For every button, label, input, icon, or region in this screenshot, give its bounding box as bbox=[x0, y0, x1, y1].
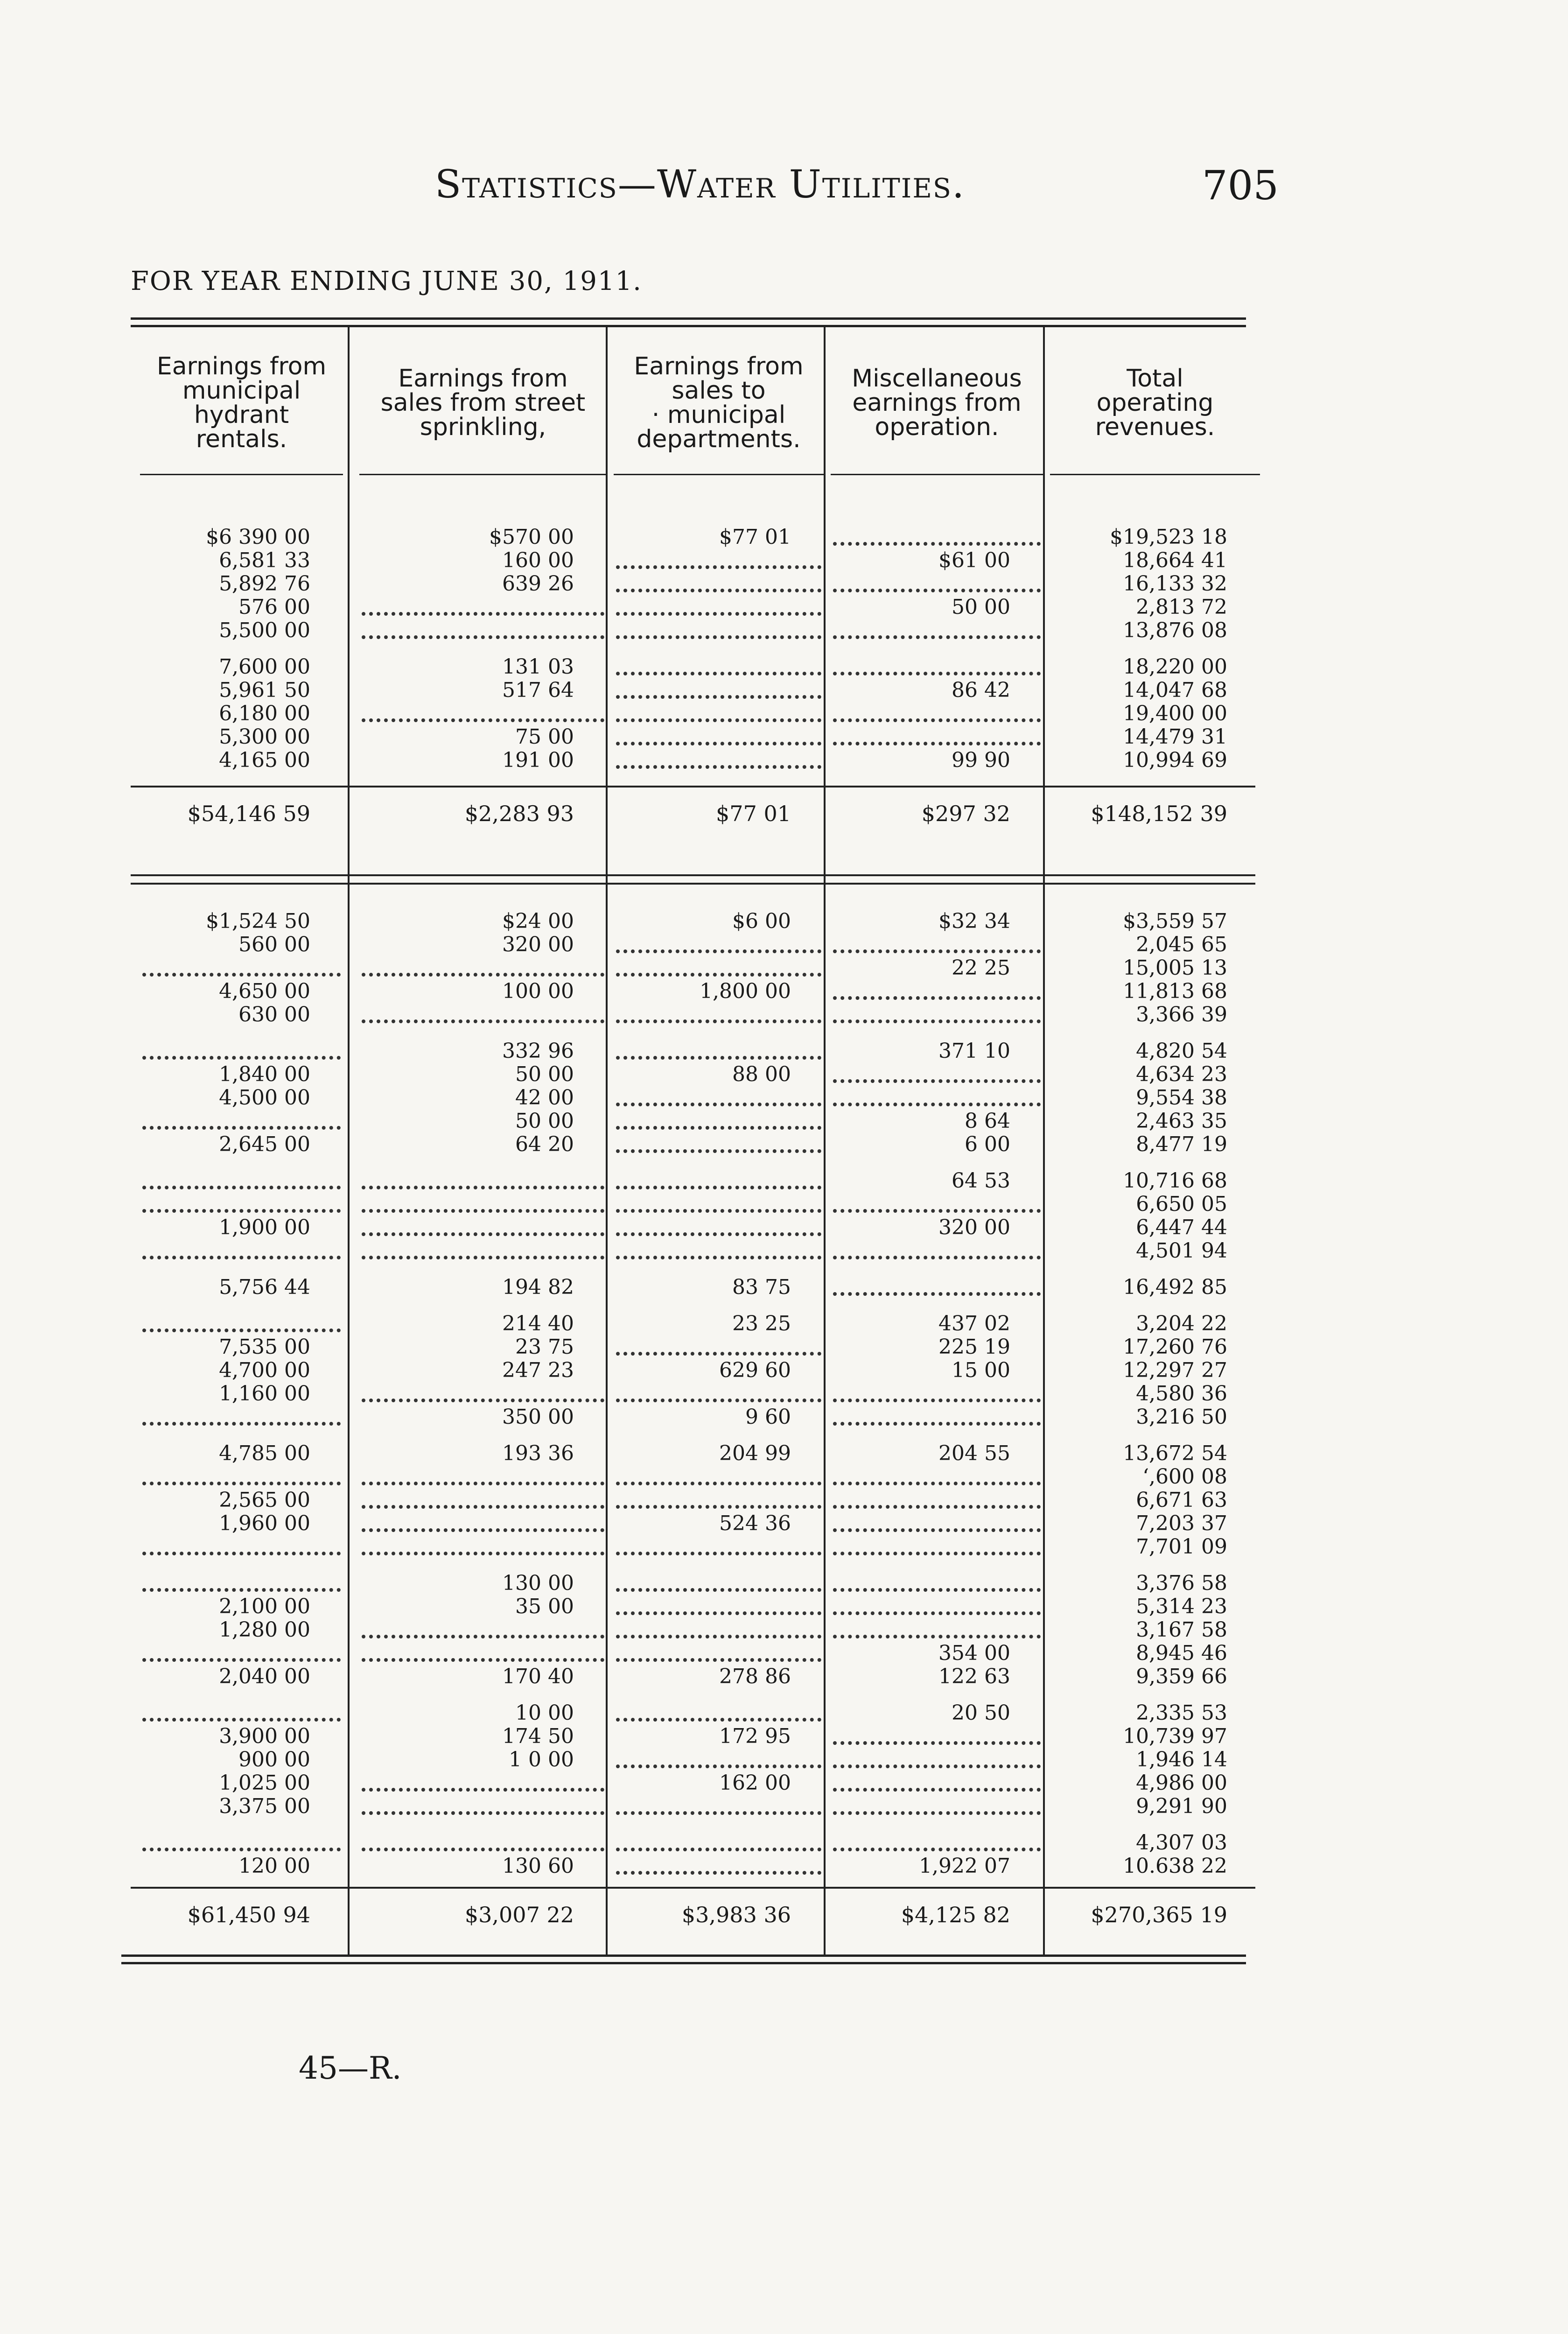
column-header-underline bbox=[614, 474, 824, 475]
table-cell: 1,160 00 bbox=[219, 1382, 310, 1406]
column-header-text bbox=[381, 366, 586, 439]
table-cell: 162 00 bbox=[719, 1771, 791, 1795]
table-cell: 524 36 bbox=[719, 1511, 791, 1535]
dot-leader bbox=[362, 1848, 604, 1851]
dot-leader bbox=[362, 1482, 604, 1485]
dot-leader bbox=[362, 973, 604, 977]
table-cell: 120 00 bbox=[238, 1854, 310, 1878]
dot-leader bbox=[616, 1611, 821, 1615]
section-total: $148,152 39 bbox=[1091, 801, 1227, 826]
dot-leader bbox=[362, 1552, 604, 1555]
column-header-line: · municipal bbox=[651, 401, 786, 429]
dot-leader bbox=[142, 1588, 341, 1592]
dot-leader bbox=[616, 1848, 821, 1851]
bottom-rule bbox=[121, 1962, 1246, 1964]
dot-leader bbox=[833, 949, 1041, 953]
table-cell: 1,922 07 bbox=[919, 1854, 1010, 1878]
dot-leader bbox=[362, 1399, 604, 1402]
dot-leader bbox=[142, 1186, 341, 1189]
section-total: $3,983 36 bbox=[681, 1902, 791, 1927]
table-cell: 9,359 66 bbox=[1136, 1665, 1227, 1688]
table-cell: 99 90 bbox=[952, 748, 1010, 772]
column-header-underline bbox=[359, 474, 607, 475]
table-cell: 9,291 90 bbox=[1136, 1794, 1227, 1818]
dot-leader bbox=[833, 1079, 1041, 1083]
table-cell: 225 19 bbox=[938, 1335, 1010, 1359]
table-cell: 9 60 bbox=[745, 1405, 791, 1429]
table-cell: 88 00 bbox=[732, 1062, 791, 1086]
dot-leader bbox=[616, 1019, 821, 1023]
section-rule bbox=[131, 874, 1255, 876]
dot-leader bbox=[833, 1811, 1041, 1815]
table-subtitle: FOR YEAR ENDING JUNE 30, 1911. bbox=[131, 266, 642, 296]
table-cell: 7,203 37 bbox=[1136, 1511, 1227, 1535]
dot-leader bbox=[142, 1658, 341, 1662]
table-cell: $3,559 57 bbox=[1123, 909, 1227, 933]
table-cell: 2,045 65 bbox=[1136, 933, 1227, 956]
section-total: $2,283 93 bbox=[464, 801, 574, 826]
table-cell: ‘,600 08 bbox=[1142, 1465, 1227, 1489]
dot-leader bbox=[362, 1528, 604, 1532]
dot-leader bbox=[142, 1209, 341, 1213]
table-cell: 174 50 bbox=[502, 1724, 574, 1748]
dot-leader bbox=[616, 742, 821, 745]
table-cell: 194 82 bbox=[502, 1275, 574, 1299]
table-cell: 83 75 bbox=[732, 1275, 791, 1299]
table-cell: 10.638 22 bbox=[1123, 1854, 1227, 1878]
table-cell: 4,501 94 bbox=[1136, 1239, 1227, 1263]
table-cell: 4,650 00 bbox=[219, 979, 310, 1003]
table-cell: 3,900 00 bbox=[219, 1724, 310, 1748]
dot-leader bbox=[833, 1848, 1041, 1851]
table-cell: 18,220 00 bbox=[1123, 655, 1227, 679]
table-cell: 204 55 bbox=[938, 1441, 1010, 1465]
table-cell: 50 00 bbox=[515, 1062, 574, 1086]
dot-leader bbox=[616, 1186, 821, 1189]
dot-leader bbox=[142, 1126, 341, 1130]
dot-leader bbox=[142, 1422, 341, 1426]
dot-leader bbox=[833, 635, 1041, 639]
dot-leader bbox=[616, 612, 821, 616]
dot-leader bbox=[833, 718, 1041, 722]
table-cell: 639 26 bbox=[502, 572, 574, 596]
column-header-line: operation. bbox=[875, 413, 999, 441]
table-cell: 5,300 00 bbox=[219, 725, 310, 749]
table-cell: 22 25 bbox=[952, 956, 1010, 980]
column-header-line: departments. bbox=[637, 425, 801, 453]
dot-leader bbox=[833, 1635, 1041, 1638]
dot-leader bbox=[362, 1232, 604, 1236]
dot-leader bbox=[362, 612, 604, 616]
table-cell: 3,376 58 bbox=[1136, 1571, 1227, 1595]
dot-leader bbox=[616, 695, 821, 699]
dot-leader bbox=[616, 1552, 821, 1555]
dot-leader bbox=[362, 1186, 604, 1189]
dot-leader bbox=[362, 635, 604, 639]
dot-leader bbox=[833, 672, 1041, 675]
dot-leader bbox=[833, 1209, 1041, 1213]
table-cell: 64 20 bbox=[515, 1132, 574, 1156]
dot-leader bbox=[833, 996, 1041, 1000]
table-cell: 15,005 13 bbox=[1123, 956, 1227, 980]
table-cell: 6 00 bbox=[965, 1132, 1010, 1156]
top-rule bbox=[131, 325, 1246, 327]
top-rule bbox=[131, 317, 1246, 320]
section-total: $4,125 82 bbox=[901, 1902, 1010, 1927]
column-header-line: Miscellaneous bbox=[852, 364, 1022, 393]
table-cell: 50 00 bbox=[515, 1109, 574, 1133]
table-cell: 332 96 bbox=[502, 1039, 574, 1063]
column-header bbox=[355, 352, 611, 453]
dot-leader bbox=[616, 1232, 821, 1236]
column-header-line: sales to bbox=[672, 376, 766, 405]
dot-leader bbox=[833, 1765, 1041, 1768]
table-cell: 4,785 00 bbox=[219, 1441, 310, 1465]
table-cell: 204 99 bbox=[719, 1441, 791, 1465]
table-cell: 130 60 bbox=[502, 1854, 574, 1878]
table-cell: 2,335 53 bbox=[1136, 1701, 1227, 1725]
table-cell: $570 00 bbox=[489, 525, 574, 549]
table-cell: 100 00 bbox=[502, 979, 574, 1003]
dot-leader bbox=[616, 1718, 821, 1722]
table-cell: 517 64 bbox=[502, 678, 574, 702]
signature-mark: 45—R. bbox=[299, 2050, 402, 2086]
table-cell: 4,986 00 bbox=[1136, 1771, 1227, 1795]
dot-leader bbox=[142, 1848, 341, 1851]
table-cell: $6 00 bbox=[732, 909, 791, 933]
table-cell: 191 00 bbox=[502, 748, 574, 772]
table-cell: 5,500 00 bbox=[219, 619, 310, 642]
column-header-line: municipal bbox=[182, 376, 301, 405]
column-header-line: sales from street bbox=[380, 388, 586, 417]
table-cell: 6,671 63 bbox=[1136, 1488, 1227, 1512]
table-cell: 50 00 bbox=[952, 595, 1010, 619]
column-header-line: earnings from bbox=[852, 388, 1022, 417]
column-header-line: Earnings from bbox=[156, 352, 327, 380]
column-divider bbox=[606, 327, 608, 1954]
dot-leader bbox=[616, 1765, 821, 1768]
table-cell: 1,025 00 bbox=[219, 1771, 310, 1795]
table-cell: 75 00 bbox=[515, 725, 574, 749]
dot-leader bbox=[833, 1399, 1041, 1402]
column-header-line: operating bbox=[1096, 388, 1214, 417]
table-cell: 8,477 19 bbox=[1136, 1132, 1227, 1156]
table-cell: 7,701 09 bbox=[1136, 1535, 1227, 1559]
subtotal-rule bbox=[131, 786, 1255, 787]
table-cell: 11,813 68 bbox=[1123, 979, 1227, 1003]
column-header-text bbox=[157, 354, 326, 451]
table-cell: 5,961 50 bbox=[219, 678, 310, 702]
table-cell: 2,813 72 bbox=[1136, 595, 1227, 619]
dot-leader bbox=[142, 1329, 341, 1332]
dot-leader bbox=[833, 1256, 1041, 1259]
dot-leader bbox=[616, 1126, 821, 1130]
dot-leader bbox=[616, 589, 821, 592]
column-header-line: Earnings from bbox=[398, 364, 568, 393]
dot-leader bbox=[616, 1871, 821, 1875]
column-divider bbox=[348, 327, 350, 1954]
table-cell: 7,535 00 bbox=[219, 1335, 310, 1359]
table-cell: 35 00 bbox=[515, 1595, 574, 1618]
dot-leader bbox=[616, 635, 821, 639]
table-cell: 9,554 38 bbox=[1136, 1086, 1227, 1110]
page-header-title: Statistics—Water Utilities. bbox=[434, 162, 966, 207]
section-total: $77 01 bbox=[716, 801, 791, 826]
table-cell: 16,133 32 bbox=[1123, 572, 1227, 596]
table-cell: 5,892 76 bbox=[219, 572, 310, 596]
table-cell: 4,820 54 bbox=[1136, 1039, 1227, 1063]
table-cell: 19,400 00 bbox=[1123, 702, 1227, 725]
table-cell: 8,945 46 bbox=[1136, 1641, 1227, 1665]
table-cell: 2,565 00 bbox=[219, 1488, 310, 1512]
dot-leader bbox=[616, 765, 821, 769]
dot-leader bbox=[833, 1505, 1041, 1509]
table-cell: 5,756 44 bbox=[219, 1275, 310, 1299]
dot-leader bbox=[833, 1482, 1041, 1485]
dot-leader bbox=[616, 1811, 821, 1815]
dot-leader bbox=[142, 1718, 341, 1722]
table-cell: 4,165 00 bbox=[219, 748, 310, 772]
table-cell: 130 00 bbox=[502, 1571, 574, 1595]
section-total: $3,007 22 bbox=[464, 1902, 574, 1927]
dot-leader bbox=[616, 718, 821, 722]
table-cell: 13,876 08 bbox=[1123, 619, 1227, 642]
dot-leader bbox=[616, 1103, 821, 1106]
dot-leader bbox=[362, 1019, 604, 1023]
table-cell: 1,960 00 bbox=[219, 1511, 310, 1535]
table-cell: 576 00 bbox=[238, 595, 310, 619]
table-cell: $1,524 50 bbox=[206, 909, 310, 933]
subtotal-rule bbox=[131, 1887, 1255, 1889]
dot-leader bbox=[616, 1482, 821, 1485]
table-cell: 64 53 bbox=[952, 1169, 1010, 1193]
dot-leader bbox=[833, 1788, 1041, 1792]
table-cell: 193 36 bbox=[502, 1441, 574, 1465]
table-cell: 560 00 bbox=[238, 933, 310, 956]
table-cell: 2,040 00 bbox=[219, 1665, 310, 1688]
dot-leader bbox=[833, 1422, 1041, 1426]
table-cell: $24 00 bbox=[502, 909, 574, 933]
page-number: 705 bbox=[1202, 162, 1279, 209]
dot-leader bbox=[362, 1811, 604, 1815]
dot-leader bbox=[616, 1635, 821, 1638]
column-header-text bbox=[852, 366, 1022, 439]
dot-leader bbox=[362, 1635, 604, 1638]
dot-leader bbox=[362, 1658, 604, 1662]
table-cell: 23 25 bbox=[732, 1312, 791, 1336]
dot-leader bbox=[616, 1056, 821, 1060]
table-cell: 247 23 bbox=[502, 1358, 574, 1382]
column-header-line: hydrant bbox=[194, 401, 289, 429]
table-cell: 630 00 bbox=[238, 1003, 310, 1026]
table-cell: 86 42 bbox=[952, 678, 1010, 702]
table-cell: 1 0 00 bbox=[509, 1748, 574, 1772]
table-cell: 1,946 14 bbox=[1136, 1748, 1227, 1772]
table-cell: 320 00 bbox=[938, 1216, 1010, 1239]
dot-leader bbox=[362, 718, 604, 722]
table-cell: 3,375 00 bbox=[219, 1794, 310, 1818]
column-divider bbox=[1043, 327, 1045, 1954]
dot-leader bbox=[833, 1741, 1041, 1745]
column-header-line: Earnings from bbox=[634, 352, 804, 380]
dot-leader bbox=[616, 1256, 821, 1259]
section-total: $54,146 59 bbox=[187, 801, 310, 826]
table-cell: 3,366 39 bbox=[1136, 1003, 1227, 1026]
dot-leader bbox=[616, 1505, 821, 1509]
dot-leader bbox=[616, 973, 821, 977]
dot-leader bbox=[616, 949, 821, 953]
dot-leader bbox=[833, 1292, 1041, 1296]
table-cell: 17,260 76 bbox=[1123, 1335, 1227, 1359]
table-cell: 437 02 bbox=[938, 1312, 1010, 1336]
table-cell: 371 10 bbox=[938, 1039, 1010, 1063]
dot-leader bbox=[362, 1505, 604, 1509]
section-total: $61,450 94 bbox=[187, 1902, 310, 1927]
column-header-line: revenues. bbox=[1095, 413, 1215, 441]
table-cell: 170 40 bbox=[502, 1665, 574, 1688]
table-cell: 1,800 00 bbox=[700, 979, 791, 1003]
dot-leader bbox=[362, 1209, 604, 1213]
table-cell: 4,634 23 bbox=[1136, 1062, 1227, 1086]
table-cell: 2,463 35 bbox=[1136, 1109, 1227, 1133]
table-cell: 131 03 bbox=[502, 655, 574, 679]
table-cell: 14,479 31 bbox=[1123, 725, 1227, 749]
table-cell: 10,994 69 bbox=[1123, 748, 1227, 772]
table-cell: 6,650 05 bbox=[1136, 1192, 1227, 1216]
table-cell: 4,500 00 bbox=[219, 1086, 310, 1110]
section-total: $270,365 19 bbox=[1091, 1902, 1227, 1927]
column-header-text bbox=[1095, 366, 1215, 439]
table-cell: 320 00 bbox=[502, 933, 574, 956]
table-cell: 42 00 bbox=[515, 1086, 574, 1110]
table-cell: $6 390 00 bbox=[206, 525, 310, 549]
table-cell: 278 86 bbox=[719, 1665, 791, 1688]
table-cell: 5,314 23 bbox=[1136, 1595, 1227, 1618]
table-cell: 354 00 bbox=[938, 1641, 1010, 1665]
dot-leader bbox=[142, 1256, 341, 1259]
column-header-line: rentals. bbox=[196, 425, 287, 453]
dot-leader bbox=[142, 1056, 341, 1060]
dot-leader bbox=[616, 1399, 821, 1402]
table-cell: 1,840 00 bbox=[219, 1062, 310, 1086]
table-cell: 3,167 58 bbox=[1136, 1618, 1227, 1642]
dot-leader bbox=[362, 1788, 604, 1792]
table-cell: 2,100 00 bbox=[219, 1595, 310, 1618]
table-cell: 6,447 44 bbox=[1136, 1216, 1227, 1239]
table-cell: 20 50 bbox=[952, 1701, 1010, 1725]
table-cell: $32 34 bbox=[938, 909, 1010, 933]
dot-leader bbox=[142, 1552, 341, 1555]
table-cell: $19,523 18 bbox=[1110, 525, 1227, 549]
column-header bbox=[826, 352, 1048, 453]
dot-leader bbox=[616, 1352, 821, 1356]
table-cell: 122 63 bbox=[938, 1665, 1010, 1688]
table-cell: 4,700 00 bbox=[219, 1358, 310, 1382]
table-cell: 10,716 68 bbox=[1123, 1169, 1227, 1193]
table-cell: 15 00 bbox=[952, 1358, 1010, 1382]
dot-leader bbox=[833, 542, 1041, 546]
dot-leader bbox=[833, 1019, 1041, 1023]
table-cell: 10 00 bbox=[515, 1701, 574, 1725]
dot-leader bbox=[142, 1482, 341, 1485]
dot-leader bbox=[833, 1103, 1041, 1106]
column-header-underline bbox=[1050, 474, 1260, 475]
column-header-underline bbox=[831, 474, 1043, 475]
table-cell: 900 00 bbox=[238, 1748, 310, 1772]
dot-leader bbox=[616, 1658, 821, 1662]
column-header-line: sprinkling, bbox=[420, 413, 546, 441]
table-cell: 16,492 85 bbox=[1123, 1275, 1227, 1299]
column-header-underline bbox=[140, 474, 343, 475]
table-cell: 214 40 bbox=[502, 1312, 574, 1336]
section-total: $297 32 bbox=[921, 801, 1010, 826]
table-cell: 172 95 bbox=[719, 1724, 791, 1748]
dot-leader bbox=[833, 1552, 1041, 1555]
section-rule bbox=[131, 883, 1255, 885]
column-header-text bbox=[634, 354, 803, 451]
dot-leader bbox=[833, 1588, 1041, 1592]
dot-leader bbox=[616, 1588, 821, 1592]
dot-leader bbox=[142, 973, 341, 977]
table-cell: 4,307 03 bbox=[1136, 1831, 1227, 1855]
table-cell: 8 64 bbox=[965, 1109, 1010, 1133]
table-cell: 350 00 bbox=[502, 1405, 574, 1429]
dot-leader bbox=[616, 565, 821, 569]
bottom-rule bbox=[121, 1954, 1246, 1957]
column-header bbox=[135, 352, 348, 453]
table-cell: 18,664 41 bbox=[1123, 548, 1227, 572]
table-cell: 1,900 00 bbox=[219, 1216, 310, 1239]
dot-leader bbox=[616, 672, 821, 675]
column-divider bbox=[824, 327, 826, 1954]
table-cell: 6,180 00 bbox=[219, 702, 310, 725]
table-cell: 6,581 33 bbox=[219, 548, 310, 572]
table-cell: 160 00 bbox=[502, 548, 574, 572]
column-header-line: Total bbox=[1127, 364, 1183, 393]
table-cell: $77 01 bbox=[719, 525, 791, 549]
dot-leader bbox=[362, 1256, 604, 1259]
table-cell: 3,216 50 bbox=[1136, 1405, 1227, 1429]
table-cell: 13,672 54 bbox=[1123, 1441, 1227, 1465]
dot-leader bbox=[616, 1149, 821, 1153]
table-cell: 14,047 68 bbox=[1123, 678, 1227, 702]
table-cell: 2,645 00 bbox=[219, 1132, 310, 1156]
table-cell: 1,280 00 bbox=[219, 1618, 310, 1642]
table-cell: 12,297 27 bbox=[1123, 1358, 1227, 1382]
dot-leader bbox=[833, 589, 1041, 592]
column-header bbox=[609, 352, 828, 453]
table-cell: $61 00 bbox=[938, 548, 1010, 572]
dot-leader bbox=[833, 742, 1041, 745]
table-cell: 4,580 36 bbox=[1136, 1382, 1227, 1406]
dot-leader bbox=[833, 1611, 1041, 1615]
dot-leader bbox=[833, 1528, 1041, 1532]
table-cell: 10,739 97 bbox=[1123, 1724, 1227, 1748]
table-cell: 7,600 00 bbox=[219, 655, 310, 679]
dot-leader bbox=[616, 1209, 821, 1213]
table-cell: 23 75 bbox=[515, 1335, 574, 1359]
column-header bbox=[1045, 352, 1265, 453]
table-cell: 3,204 22 bbox=[1136, 1312, 1227, 1336]
table-cell: 629 60 bbox=[719, 1358, 791, 1382]
